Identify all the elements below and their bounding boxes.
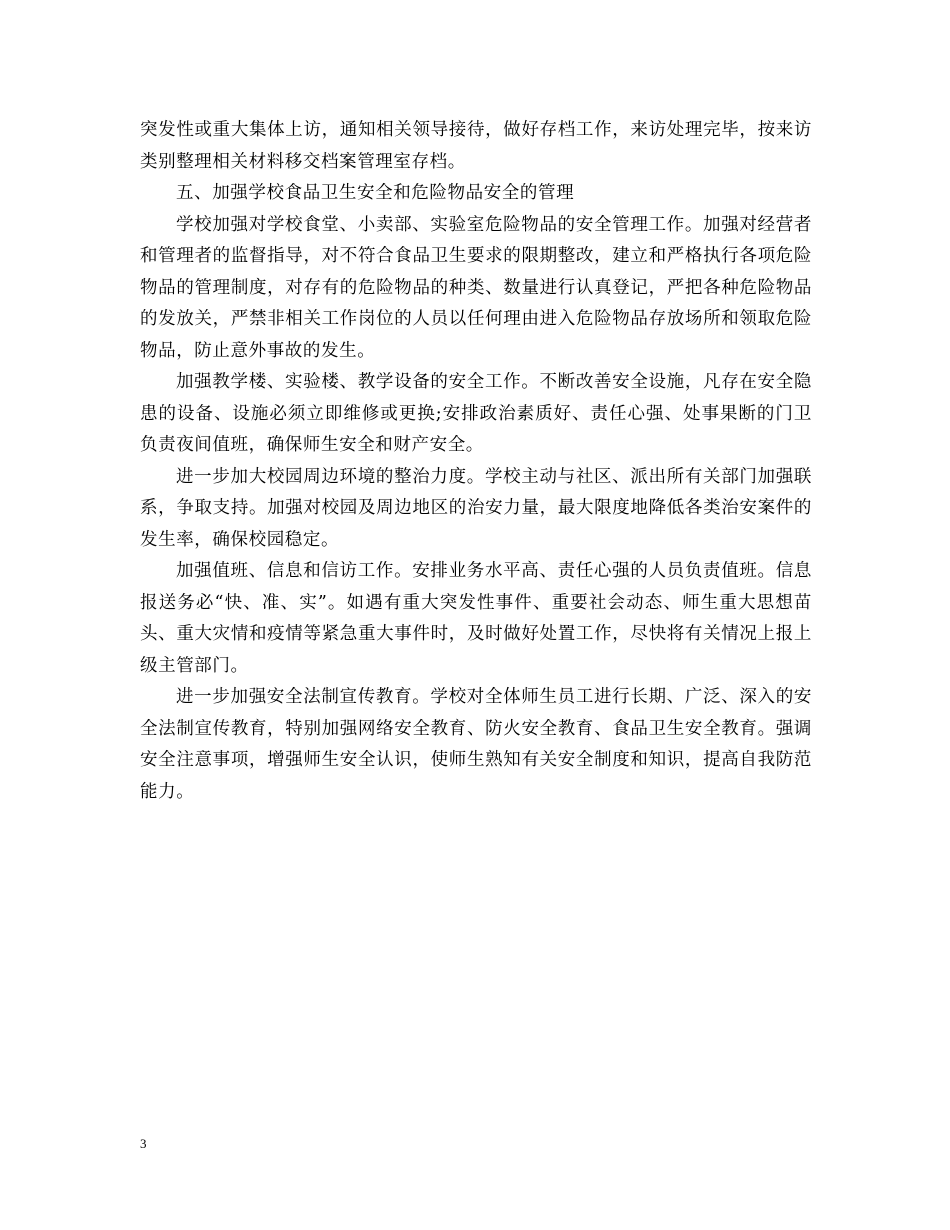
paragraph: 进一步加强安全法制宣传教育。学校对全体师生员工进行长期、广泛、深入的安全法制宣传教育，特别加强网络安全教育、防火安全教育、食品卫生安全教育。强调安全注意事项，增强师生安全认识，使师生熟知有关安全制度和知识，提高自我防范能力。 [140, 687, 812, 802]
paragraph-continuation: 突发性或重大集体上访，通知相关领导接待，做好存档工作，来访处理完毕，按来访类别整理相关材料移交档案管理室存档。 [140, 120, 812, 172]
page-number: 3 [140, 1136, 147, 1151]
section-heading: 五、加强学校食品卫生安全和危险物品安全的管理 [176, 183, 575, 203]
paragraph: 加强教学楼、实验楼、教学设备的安全工作。不断改善安全设施，凡存在安全隐患的设备、设施必须立即维修或更换;安排政治素质好、责任心强、处事果断的门卫负责夜间值班，确保师生安全和财产安全。 [140, 372, 812, 455]
paragraph: 学校加强对学校食堂、小卖部、实验室危险物品的安全管理工作。加强对经营者和管理者的监督指导，对不符合食品卫生要求的限期整改，建立和严格执行各项危险物品的管理制度，对存有的危险物品的种类、数量进行认真登记，严把各种危险物品的发放关，严禁非相关工作岗位的人员以任何理由进入危险物品存放场所和领取危险物品，防止意外事故的发生。 [140, 214, 812, 361]
document-body [140, 115, 812, 808]
paragraph: 加强值班、信息和信访工作。安排业务水平高、责任心强的人员负责值班。信息报送务必“快、准、实”。如遇有重大突发性事件、重要社会动态、师生重大思想苗头、重大灾情和疫情等紧急重大事件时，及时做好处置工作，尽快将有关情况上报上级主管部门。 [140, 561, 812, 676]
paragraph: 进一步加大校园周边环境的整治力度。学校主动与社区、派出所有关部门加强联系，争取支持。加强对校园及周边地区的治安力量，最大限度地降低各类治安案件的发生率，确保校园稳定。 [140, 466, 812, 550]
